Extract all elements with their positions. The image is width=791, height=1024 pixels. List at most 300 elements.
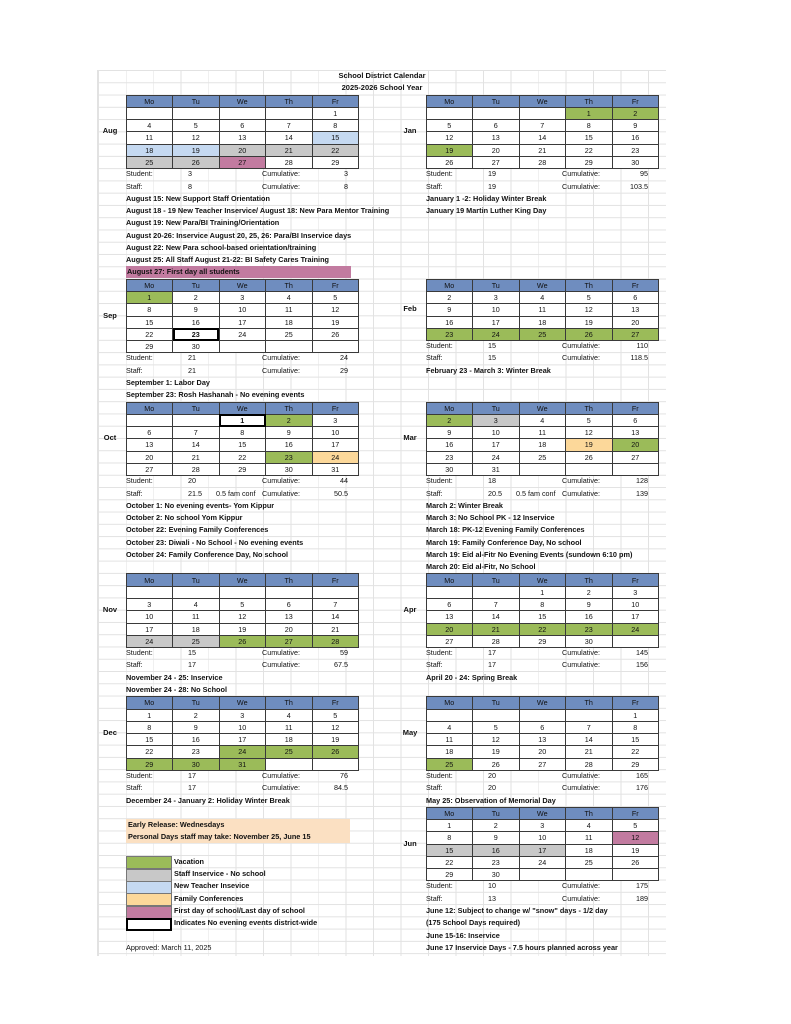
legend-swatch-s <box>126 869 172 882</box>
day-cell[interactable]: 19 <box>426 144 473 156</box>
day-cell[interactable]: 13 <box>126 439 173 451</box>
day-cell[interactable] <box>426 586 473 598</box>
day-cell[interactable]: 12 <box>473 734 520 746</box>
day-cell[interactable]: 26 <box>219 635 266 647</box>
day-cell[interactable]: 18 <box>266 316 313 328</box>
day-cell[interactable]: 18 <box>566 844 613 856</box>
day-cell[interactable] <box>426 107 473 119</box>
day-cell[interactable] <box>126 107 173 119</box>
day-cell[interactable]: 18 <box>126 144 173 156</box>
day-cell[interactable]: 15 <box>519 611 566 623</box>
week-row <box>126 304 359 316</box>
day-cell[interactable]: 10 <box>519 832 566 844</box>
day-cell[interactable]: 16 <box>473 844 520 856</box>
day-cell[interactable]: 5 <box>219 599 266 611</box>
day-cell[interactable]: 19 <box>566 316 613 328</box>
day-cell[interactable]: 11 <box>519 427 566 439</box>
day-cell[interactable]: 17 <box>473 316 520 328</box>
day-cell[interactable]: 9 <box>173 721 220 733</box>
day-cell[interactable]: 18 <box>266 734 313 746</box>
day-cell[interactable]: 10 <box>219 721 266 733</box>
day-cell[interactable]: 29 <box>312 156 359 168</box>
day-cell[interactable]: 21 <box>566 746 613 758</box>
day-cell[interactable]: 3 <box>519 820 566 832</box>
day-cell[interactable]: 11 <box>426 734 473 746</box>
day-cell[interactable]: 1 <box>312 107 359 119</box>
day-cell[interactable]: 4 <box>566 820 613 832</box>
day-cell[interactable]: 23 <box>566 623 613 635</box>
day-cell[interactable]: 4 <box>266 709 313 721</box>
day-cell[interactable]: 3 <box>219 292 266 304</box>
day-cell[interactable]: 17 <box>312 439 359 451</box>
day-cell[interactable] <box>266 341 313 353</box>
day-cell[interactable]: 31 <box>473 463 520 475</box>
day-cell[interactable]: 29 <box>126 341 173 353</box>
day-cell[interactable]: 5 <box>312 292 359 304</box>
day-cell[interactable]: 20 <box>612 316 659 328</box>
day-cell[interactable]: 9 <box>473 832 520 844</box>
day-cell[interactable]: 24 <box>219 746 266 758</box>
day-cell[interactable]: 29 <box>219 463 266 475</box>
day-cell[interactable]: 29 <box>566 156 613 168</box>
day-cell[interactable] <box>519 107 566 119</box>
day-cell[interactable]: 9 <box>612 120 659 132</box>
day-cell[interactable]: 13 <box>612 304 659 316</box>
day-cell[interactable]: 4 <box>519 414 566 426</box>
day-cell[interactable]: 7 <box>173 427 220 439</box>
day-cell[interactable]: 17 <box>473 439 520 451</box>
day-cell[interactable]: 3 <box>312 414 359 426</box>
day-cell[interactable]: 29 <box>519 635 566 647</box>
day-cell[interactable]: 2 <box>473 820 520 832</box>
day-cell[interactable] <box>473 107 520 119</box>
day-cell[interactable]: 12 <box>566 304 613 316</box>
day-cell[interactable]: 16 <box>426 439 473 451</box>
day-cell[interactable]: 19 <box>173 144 220 156</box>
day-cell[interactable]: 27 <box>266 635 313 647</box>
day-cell[interactable]: 17 <box>219 316 266 328</box>
day-cell[interactable]: 1 <box>566 107 613 119</box>
day-cell[interactable]: 24 <box>312 451 359 463</box>
day-cell[interactable]: 12 <box>612 832 659 844</box>
day-cell[interactable]: 5 <box>173 120 220 132</box>
day-cell[interactable]: 9 <box>173 304 220 316</box>
day-cell[interactable]: 9 <box>566 599 613 611</box>
day-cell[interactable]: 18 <box>519 316 566 328</box>
day-cell[interactable]: 18 <box>519 439 566 451</box>
day-cell[interactable]: 14 <box>473 611 520 623</box>
day-cell[interactable] <box>566 463 613 475</box>
day-cell[interactable]: 6 <box>266 599 313 611</box>
day-cell[interactable]: 20 <box>473 144 520 156</box>
day-cell[interactable]: 14 <box>519 132 566 144</box>
day-cell[interactable] <box>519 869 566 881</box>
day-cell[interactable]: 25 <box>519 328 566 340</box>
day-cell[interactable]: 6 <box>519 721 566 733</box>
day-cell[interactable]: 22 <box>312 144 359 156</box>
day-cell[interactable]: 22 <box>219 451 266 463</box>
day-cell[interactable]: 8 <box>126 304 173 316</box>
day-cell[interactable]: 7 <box>312 599 359 611</box>
day-cell[interactable]: 15 <box>566 132 613 144</box>
day-cell[interactable]: 17 <box>612 611 659 623</box>
day-cell[interactable]: 8 <box>219 427 266 439</box>
day-cell[interactable]: 2 <box>266 414 313 426</box>
day-cell[interactable] <box>312 586 359 598</box>
day-cell[interactable]: 30 <box>426 463 473 475</box>
day-cell[interactable]: 19 <box>219 623 266 635</box>
day-cell[interactable]: 1 <box>612 709 659 721</box>
day-cell[interactable]: 4 <box>519 292 566 304</box>
day-cell[interactable]: 5 <box>312 709 359 721</box>
day-cell[interactable]: 25 <box>266 746 313 758</box>
day-cell[interactable]: 20 <box>426 623 473 635</box>
day-cell[interactable]: 23 <box>173 328 220 340</box>
day-cell[interactable]: 6 <box>612 292 659 304</box>
day-cell[interactable]: 25 <box>126 156 173 168</box>
day-cell[interactable]: 28 <box>566 758 613 770</box>
day-cell[interactable]: 10 <box>312 427 359 439</box>
day-cell[interactable]: 22 <box>612 746 659 758</box>
week-row <box>426 623 659 635</box>
day-cell[interactable]: 23 <box>612 144 659 156</box>
day-cell[interactable]: 10 <box>126 611 173 623</box>
day-cell[interactable]: 19 <box>612 844 659 856</box>
day-cell[interactable]: 1 <box>519 586 566 598</box>
weekday-header: Th <box>566 402 613 414</box>
day-cell[interactable]: 19 <box>566 439 613 451</box>
week-row <box>126 341 359 353</box>
day-cell[interactable]: 17 <box>219 734 266 746</box>
day-cell[interactable]: 7 <box>519 120 566 132</box>
day-cell[interactable]: 11 <box>266 721 313 733</box>
day-cell[interactable]: 27 <box>426 635 473 647</box>
week-row <box>426 869 659 881</box>
day-cell[interactable] <box>426 709 473 721</box>
day-cell[interactable]: 18 <box>173 623 220 635</box>
cumulative-label: Cumulative: <box>262 660 300 670</box>
day-cell[interactable]: 20 <box>266 623 313 635</box>
day-cell[interactable]: 25 <box>173 635 220 647</box>
day-cell[interactable]: 28 <box>266 156 313 168</box>
day-cell[interactable] <box>312 341 359 353</box>
day-cell[interactable]: 1 <box>126 709 173 721</box>
day-cell[interactable]: 14 <box>266 132 313 144</box>
day-cell[interactable]: 8 <box>126 721 173 733</box>
staff-label: Staff: <box>426 353 443 363</box>
weekday-header: We <box>519 807 566 819</box>
day-cell[interactable] <box>473 586 520 598</box>
day-cell[interactable]: 30 <box>566 635 613 647</box>
day-cell[interactable]: 26 <box>612 856 659 868</box>
day-cell[interactable]: 26 <box>173 156 220 168</box>
day-cell[interactable]: 29 <box>126 758 173 770</box>
day-cell[interactable]: 2 <box>173 709 220 721</box>
day-cell[interactable]: 5 <box>473 721 520 733</box>
weekday-header: Tu <box>473 95 520 107</box>
day-cell[interactable]: 21 <box>473 623 520 635</box>
week-row <box>426 144 659 156</box>
day-cell[interactable]: 21 <box>519 144 566 156</box>
day-cell[interactable]: 13 <box>612 427 659 439</box>
day-cell[interactable]: 2 <box>612 107 659 119</box>
day-cell[interactable]: 15 <box>426 844 473 856</box>
day-cell[interactable]: 13 <box>473 132 520 144</box>
day-cell[interactable]: 14 <box>312 611 359 623</box>
calendar-note: February 23 - March 3: Winter Break <box>426 365 551 375</box>
day-cell[interactable]: 20 <box>612 439 659 451</box>
day-cell[interactable]: 10 <box>473 304 520 316</box>
day-cell[interactable]: 5 <box>566 292 613 304</box>
day-cell[interactable]: 11 <box>173 611 220 623</box>
day-cell[interactable] <box>566 869 613 881</box>
day-cell[interactable]: 24 <box>519 856 566 868</box>
day-cell[interactable]: 12 <box>173 132 220 144</box>
day-cell[interactable] <box>612 635 659 647</box>
day-cell[interactable]: 26 <box>312 328 359 340</box>
day-cell[interactable]: 4 <box>173 599 220 611</box>
day-cell[interactable]: 28 <box>519 156 566 168</box>
day-cell[interactable] <box>173 586 220 598</box>
day-cell[interactable] <box>173 107 220 119</box>
day-cell[interactable]: 14 <box>566 734 613 746</box>
day-cell[interactable]: 9 <box>426 304 473 316</box>
day-cell[interactable]: 8 <box>312 120 359 132</box>
day-cell[interactable]: 30 <box>612 156 659 168</box>
day-cell[interactable]: 6 <box>473 120 520 132</box>
day-cell[interactable] <box>519 709 566 721</box>
day-cell[interactable]: 6 <box>126 427 173 439</box>
day-cell[interactable]: 5 <box>612 820 659 832</box>
day-cell[interactable]: 26 <box>312 746 359 758</box>
day-cell[interactable]: 11 <box>519 304 566 316</box>
day-cell[interactable]: 12 <box>426 132 473 144</box>
week-row <box>426 820 659 832</box>
day-cell[interactable] <box>312 758 359 770</box>
day-cell[interactable]: 31 <box>219 758 266 770</box>
day-cell[interactable]: 28 <box>473 635 520 647</box>
day-cell[interactable]: 23 <box>473 856 520 868</box>
staff-cumulative: 139 <box>636 488 648 498</box>
day-cell[interactable]: 14 <box>173 439 220 451</box>
day-cell[interactable]: 3 <box>473 414 520 426</box>
day-cell[interactable]: 26 <box>473 758 520 770</box>
day-cell[interactable]: 16 <box>173 316 220 328</box>
day-cell[interactable]: 10 <box>473 427 520 439</box>
day-cell[interactable]: 30 <box>173 341 220 353</box>
day-cell[interactable]: 28 <box>312 635 359 647</box>
week-row <box>126 292 359 304</box>
day-cell[interactable]: 5 <box>426 120 473 132</box>
day-cell[interactable]: 27 <box>126 463 173 475</box>
day-cell[interactable]: 27 <box>612 451 659 463</box>
day-cell[interactable]: 27 <box>519 758 566 770</box>
day-cell[interactable]: 4 <box>266 292 313 304</box>
weekday-header: Th <box>266 279 313 291</box>
cumulative-label: Cumulative: <box>262 783 300 793</box>
day-cell[interactable]: 11 <box>266 304 313 316</box>
day-cell[interactable]: 25 <box>266 328 313 340</box>
day-cell[interactable]: 23 <box>426 328 473 340</box>
day-cell[interactable]: 26 <box>426 156 473 168</box>
day-cell[interactable]: 20 <box>126 451 173 463</box>
day-cell[interactable]: 13 <box>426 611 473 623</box>
day-cell[interactable]: 2 <box>566 586 613 598</box>
day-cell[interactable]: 19 <box>312 316 359 328</box>
calendar-note: March 20: Eid al-Fitr, No School <box>426 562 536 572</box>
day-cell[interactable]: 8 <box>612 721 659 733</box>
day-cell[interactable]: 30 <box>173 758 220 770</box>
day-cell[interactable]: 31 <box>312 463 359 475</box>
day-cell[interactable]: 25 <box>426 758 473 770</box>
day-cell[interactable] <box>266 758 313 770</box>
day-cell[interactable]: 19 <box>473 746 520 758</box>
day-cell[interactable]: 27 <box>473 156 520 168</box>
day-cell[interactable] <box>219 586 266 598</box>
calendar-note: August 18 - 19 New Teacher Inservice/ August 18: New Para Mentor Training <box>126 206 390 216</box>
day-cell[interactable]: 8 <box>566 120 613 132</box>
day-cell[interactable]: 5 <box>566 414 613 426</box>
day-cell[interactable]: 12 <box>312 721 359 733</box>
day-cell[interactable]: 6 <box>219 120 266 132</box>
day-cell[interactable] <box>612 869 659 881</box>
day-cell[interactable]: 20 <box>519 746 566 758</box>
day-cell[interactable]: 13 <box>266 611 313 623</box>
day-cell[interactable]: 4 <box>126 120 173 132</box>
day-cell[interactable]: 7 <box>566 721 613 733</box>
day-cell[interactable]: 24 <box>126 635 173 647</box>
day-cell[interactable]: 12 <box>566 427 613 439</box>
day-cell[interactable]: 11 <box>566 832 613 844</box>
student-cumulative: 44 <box>340 476 348 486</box>
day-cell[interactable] <box>566 709 613 721</box>
weekday-header: Fr <box>312 95 359 107</box>
day-cell[interactable]: 24 <box>219 328 266 340</box>
day-cell[interactable]: 22 <box>126 328 173 340</box>
day-cell[interactable]: 25 <box>519 451 566 463</box>
day-cell[interactable]: 16 <box>266 439 313 451</box>
day-cell[interactable]: 23 <box>266 451 313 463</box>
day-cell[interactable]: 20 <box>219 144 266 156</box>
day-cell[interactable]: 28 <box>173 463 220 475</box>
day-cell[interactable]: 3 <box>473 292 520 304</box>
day-cell[interactable]: 2 <box>426 292 473 304</box>
day-cell[interactable]: 16 <box>612 132 659 144</box>
day-cell[interactable]: 24 <box>473 328 520 340</box>
day-cell[interactable]: 7 <box>473 599 520 611</box>
day-cell[interactable]: 11 <box>126 132 173 144</box>
day-cell[interactable]: 3 <box>126 599 173 611</box>
day-cell[interactable]: 16 <box>566 611 613 623</box>
day-cell[interactable]: 22 <box>126 746 173 758</box>
day-cell[interactable]: 24 <box>473 451 520 463</box>
day-cell[interactable]: 29 <box>426 869 473 881</box>
day-cell[interactable]: 7 <box>266 120 313 132</box>
day-cell[interactable]: 16 <box>426 316 473 328</box>
day-cell[interactable] <box>473 709 520 721</box>
weekday-header: Tu <box>173 697 220 709</box>
day-cell[interactable] <box>126 586 173 598</box>
day-cell[interactable]: 21 <box>312 623 359 635</box>
weekday-header: Th <box>566 807 613 819</box>
day-cell[interactable]: 24 <box>612 623 659 635</box>
day-cell[interactable]: 1 <box>426 820 473 832</box>
student-cumulative: 145 <box>636 648 648 658</box>
day-cell[interactable] <box>219 341 266 353</box>
day-cell[interactable]: 8 <box>426 832 473 844</box>
day-cell[interactable]: 15 <box>219 439 266 451</box>
weekday-header: Fr <box>312 279 359 291</box>
day-cell[interactable] <box>266 107 313 119</box>
day-cell[interactable]: 9 <box>426 427 473 439</box>
day-cell[interactable] <box>126 414 173 426</box>
day-cell[interactable]: 23 <box>173 746 220 758</box>
day-cell[interactable]: 12 <box>219 611 266 623</box>
week-row <box>426 292 659 304</box>
day-cell[interactable]: 21 <box>173 451 220 463</box>
staff-label: Staff: <box>426 893 443 903</box>
day-cell[interactable] <box>173 414 220 426</box>
day-cell[interactable]: 17 <box>519 844 566 856</box>
day-cell[interactable]: 17 <box>126 623 173 635</box>
day-cell[interactable]: 6 <box>426 599 473 611</box>
day-cell[interactable]: 30 <box>473 869 520 881</box>
student-days: 17 <box>488 648 496 658</box>
day-cell[interactable]: 10 <box>219 304 266 316</box>
day-cell[interactable]: 1 <box>126 292 173 304</box>
day-cell[interactable]: 16 <box>173 734 220 746</box>
day-cell[interactable] <box>612 463 659 475</box>
day-cell[interactable]: 27 <box>612 328 659 340</box>
day-cell[interactable]: 9 <box>266 427 313 439</box>
day-cell[interactable]: 23 <box>426 451 473 463</box>
day-cell[interactable]: 8 <box>519 599 566 611</box>
day-cell[interactable] <box>519 463 566 475</box>
week-row <box>426 844 659 856</box>
day-cell[interactable]: 26 <box>566 328 613 340</box>
day-cell[interactable] <box>266 586 313 598</box>
day-cell[interactable]: 15 <box>126 316 173 328</box>
day-cell[interactable]: 10 <box>612 599 659 611</box>
day-cell[interactable]: 29 <box>612 758 659 770</box>
day-cell[interactable]: 30 <box>266 463 313 475</box>
day-cell[interactable]: 22 <box>426 856 473 868</box>
day-cell[interactable]: 25 <box>566 856 613 868</box>
day-cell[interactable]: 1 <box>219 414 266 426</box>
day-cell[interactable]: 22 <box>566 144 613 156</box>
day-cell[interactable]: 26 <box>566 451 613 463</box>
day-cell[interactable]: 4 <box>426 721 473 733</box>
day-cell[interactable] <box>219 107 266 119</box>
day-cell[interactable]: 13 <box>219 132 266 144</box>
day-cell[interactable]: 2 <box>173 292 220 304</box>
day-cell[interactable]: 15 <box>312 132 359 144</box>
day-cell[interactable]: 15 <box>612 734 659 746</box>
day-cell[interactable]: 12 <box>312 304 359 316</box>
day-cell[interactable]: 27 <box>219 156 266 168</box>
day-cell[interactable]: 2 <box>426 414 473 426</box>
day-cell[interactable]: 13 <box>519 734 566 746</box>
day-cell[interactable]: 6 <box>612 414 659 426</box>
day-cell[interactable]: 3 <box>219 709 266 721</box>
day-cell[interactable]: 3 <box>612 586 659 598</box>
day-cell[interactable]: 19 <box>312 734 359 746</box>
day-cell[interactable]: 21 <box>266 144 313 156</box>
student-days: 3 <box>188 169 192 179</box>
day-cell[interactable]: 18 <box>426 746 473 758</box>
day-cell[interactable]: 22 <box>519 623 566 635</box>
day-cell[interactable]: 15 <box>126 734 173 746</box>
